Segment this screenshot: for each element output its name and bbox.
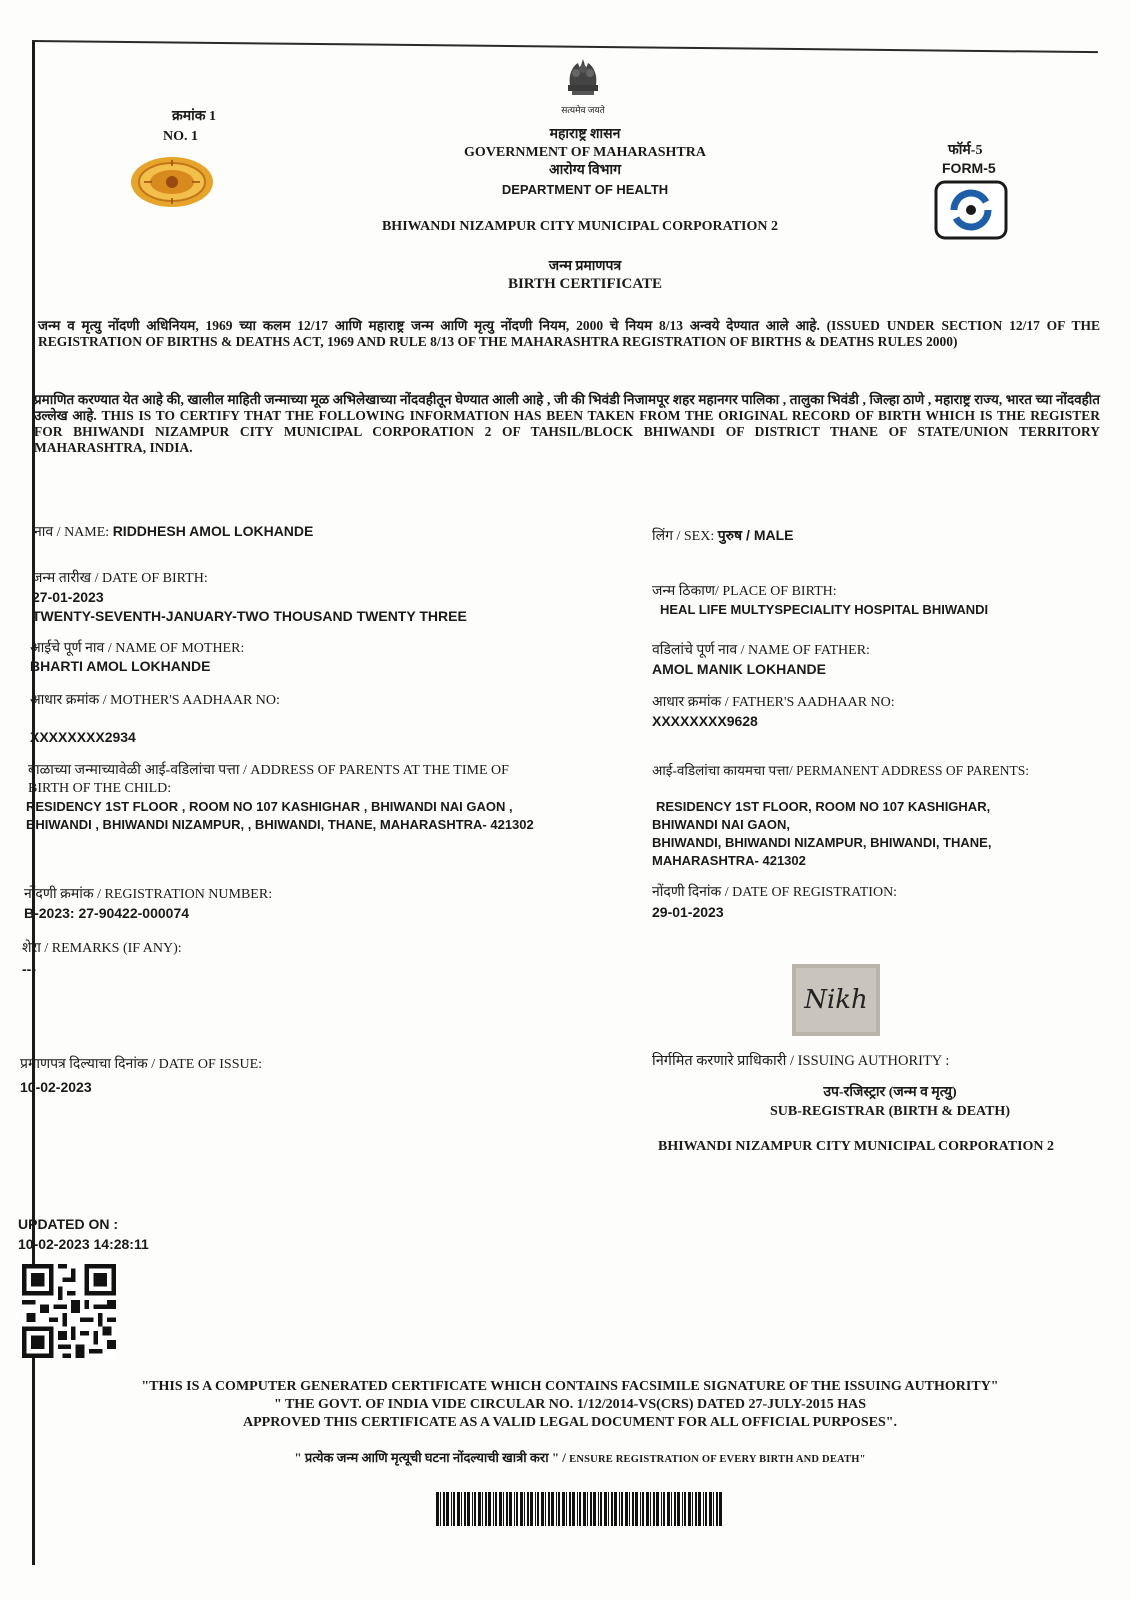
qr-code-icon <box>22 1264 116 1358</box>
barcode-bar <box>600 1492 602 1526</box>
sex-field <box>652 526 793 546</box>
barcode-bar <box>478 1492 481 1526</box>
barcode-bar <box>709 1492 712 1526</box>
barcode-bar <box>684 1492 686 1526</box>
intro-paragraph-2 <box>34 392 1100 456</box>
registration-number-label: नोंदणी क्रमांक / REGISTRATION NUMBER: <box>24 887 273 902</box>
registration-date-value: 29-01-2023 <box>652 904 724 920</box>
barcode-bar <box>598 1492 599 1526</box>
barcode-bar <box>485 1492 487 1526</box>
barcode-bar <box>572 1492 575 1526</box>
barcode-bar <box>453 1492 455 1526</box>
barcode-bar <box>619 1492 620 1526</box>
barcode-bar <box>457 1492 460 1526</box>
barcode-bar <box>593 1492 596 1526</box>
barcode-bar <box>499 1492 502 1526</box>
barcode-bar <box>551 1492 554 1526</box>
barcode-bar <box>629 1492 630 1526</box>
barcode-bar <box>635 1492 638 1526</box>
registration-date-label: नोंदणी दिनांक / DATE OF REGISTRATION: <box>652 885 898 900</box>
footer-note-line-3: APPROVED THIS CERTIFICATE AS A VALID LEGAL DOCUMENT FOR ALL OFFICIAL PURPOSES". <box>242 1415 897 1430</box>
father-aadhaar-value: XXXXXXXX9628 <box>652 713 758 729</box>
barcode-bar <box>705 1492 707 1526</box>
footer-note-line-1: "THIS IS A COMPUTER GENERATED CERTIFICATE WHICH CONTAINS FACSIMILE SIGNATURE OF THE ISSUING AUTHORITY" <box>141 1379 999 1394</box>
place-of-birth-value: HEAL LIFE MULTYSPECIALITY HOSPITAL BHIWANDI <box>660 602 989 617</box>
birth-address-label-1: बाळाच्या जन्माच्यावेळी आई-वडिलांचा पत्ता / ADDRESS OF PARENTS AT THE TIME OF <box>28 763 509 778</box>
mother-aadhaar-label: आधार क्रमांक / MOTHER'S AADHAAR NO: <box>30 693 280 708</box>
issuing-authority-label: निर्गमित करणारे प्राधिकारी / ISSUING AUTHORITY : <box>652 1053 950 1069</box>
barcode-bar <box>556 1492 557 1526</box>
barcode-bar <box>503 1492 504 1526</box>
barcode-bar <box>667 1492 670 1526</box>
crs-logo-icon <box>934 180 1008 240</box>
barcode-bar <box>632 1492 634 1526</box>
barcode-bar <box>590 1492 592 1526</box>
father-aadhaar-label: आधार क्रमांक / FATHER'S AADHAAR NO: <box>652 695 895 710</box>
dept-title-en: DEPARTMENT OF HEALTH <box>501 182 669 197</box>
remarks-value: --- <box>22 961 36 977</box>
intro-para1-mr: जन्म व मृत्यु नोंदणी अधिनियम, 1969 च्या कलम 12/17 आणि महाराष्ट्र जन्म आणि मृत्यु नोंदणी नियम, 2000 चे नियम 8/13 अन्वये देण्यात आले आहे. <box>38 318 820 333</box>
birth-address-label-2: BIRTH OF THE CHILD: <box>28 781 172 796</box>
barcode-bar <box>663 1492 665 1526</box>
sex-label: लिंग / SEX: <box>652 529 715 544</box>
father-name-label: वडिलांचे पूर्ण नाव / NAME OF FATHER: <box>652 643 870 658</box>
barcode-bar <box>698 1492 701 1526</box>
barcode-bar <box>474 1492 476 1526</box>
serial-label-en: NO. 1 <box>163 129 198 144</box>
footer-slogan <box>170 1450 990 1468</box>
barcode-bar <box>509 1492 512 1526</box>
barcode-bar <box>695 1492 697 1526</box>
barcode-bar <box>604 1492 607 1526</box>
barcode-bar <box>677 1492 680 1526</box>
barcode-bar <box>587 1492 588 1526</box>
barcode-bar <box>545 1492 546 1526</box>
barcode-bar <box>692 1492 693 1526</box>
barcode-icon <box>436 1492 726 1526</box>
permanent-address-line-3: BHIWANDI, BHIWANDI NIZAMPUR, BHIWANDI, THANE, <box>652 835 992 850</box>
barcode-bar <box>520 1492 523 1526</box>
barcode-bar <box>650 1492 651 1526</box>
father-name-value: AMOL MANIK LOKHANDE <box>652 661 826 677</box>
barcode-bar <box>703 1492 704 1526</box>
barcode-bar <box>548 1492 550 1526</box>
form-label-en: FORM-5 <box>942 160 996 176</box>
barcode-bar <box>535 1492 536 1526</box>
frame-border-top <box>32 40 1098 53</box>
barcode-bar <box>493 1492 494 1526</box>
barcode-bar <box>530 1492 533 1526</box>
barcode-bar <box>583 1492 586 1526</box>
name-field <box>34 522 313 542</box>
barcode-bar <box>640 1492 641 1526</box>
dept-title-mr: आरोग्य विभाग <box>549 163 621 178</box>
barcode-bar <box>671 1492 672 1526</box>
national-emblem-icon <box>560 55 606 103</box>
barcode-bar <box>527 1492 529 1526</box>
serial-label-mr: क्रमांक 1 <box>172 109 217 124</box>
registration-number-value: B-2023: 27-90422-000074 <box>24 905 190 921</box>
barcode-bar <box>436 1492 439 1526</box>
barcode-bar <box>440 1492 441 1526</box>
remarks-label: शेरा / REMARKS (IF ANY): <box>22 941 182 956</box>
intro-para2-mr: प्रमाणित करण्यात येत आहे की, खालील माहिती जन्माच्या मूळ अभिलेखाच्या नोंदवहीतून घेण्यात आली आहे , जी की भिवंडी निजामपूर शहर महानगर पालिका , तालुका भिवंडी , जिल्हा ठाणे , महाराष्ट्र राज्य, भारत च्या नोंदवहीत उल्लेख आहे. <box>34 392 1100 423</box>
barcode-bar <box>537 1492 539 1526</box>
form-label-mr: फॉर्म-5 <box>948 143 983 158</box>
birth-address-line-2: BHIWANDI , BHIWANDI NIZAMPUR, , BHIWANDI, THANE, MAHARASHTRA- 421302 <box>26 817 534 832</box>
updated-on-value: 10-02-2023 14:28:11 <box>18 1236 149 1252</box>
place-of-birth-label: जन्म ठिकाण/ PLACE OF BIRTH: <box>652 584 837 599</box>
barcode-bar <box>625 1492 628 1526</box>
barcode-bar <box>562 1492 565 1526</box>
updated-on-label: UPDATED ON : <box>18 1216 119 1232</box>
footer-slogan-en: ENSURE REGISTRATION OF EVERY BIRTH AND DEATH" <box>569 1454 866 1465</box>
issue-date-value: 10-02-2023 <box>20 1079 92 1095</box>
authority-signature-icon <box>792 964 880 1036</box>
dob-value: 27-01-2023 <box>32 589 104 605</box>
barcode-bar <box>514 1492 515 1526</box>
barcode-bar <box>451 1492 452 1526</box>
barcode-bar <box>719 1492 722 1526</box>
barcode-bar <box>713 1492 714 1526</box>
barcode-bar <box>621 1492 623 1526</box>
issue-date-label: प्रमाणपत्र दिल्याचा दिनांक / DATE OF ISSUE: <box>20 1057 263 1072</box>
mother-name-value: BHARTI AMOL LOKHANDE <box>30 658 211 674</box>
barcode-bar <box>646 1492 649 1526</box>
barcode-bar <box>495 1492 497 1526</box>
permanent-address-line-2: BHIWANDI NAI GAON, <box>652 817 790 832</box>
maharashtra-seal-icon <box>130 156 214 208</box>
barcode-bar <box>569 1492 571 1526</box>
dob-label: जन्म तारीख / DATE OF BIRTH: <box>32 571 208 586</box>
barcode-bar <box>661 1492 662 1526</box>
barcode-bar <box>608 1492 609 1526</box>
barcode-bar <box>566 1492 567 1526</box>
barcode-bar <box>516 1492 518 1526</box>
intro-paragraph-1 <box>38 318 1100 350</box>
dob-words: TWENTY-SEVENTH-JANUARY-TWO THOUSAND TWENTY THREE <box>32 608 467 624</box>
signature-text: Nikh <box>804 985 868 1015</box>
birth-address-line-1: RESIDENCY 1ST FLOOR , ROOM NO 107 KASHIGHAR , BHIWANDI NAI GAON , <box>26 799 513 814</box>
barcode-bar <box>611 1492 613 1526</box>
barcode-bar <box>656 1492 659 1526</box>
barcode-bar <box>653 1492 655 1526</box>
barcode-bar <box>461 1492 462 1526</box>
barcode-bar <box>464 1492 466 1526</box>
govt-title-mr: महाराष्ट्र शासन <box>549 127 621 142</box>
barcode-bar <box>614 1492 617 1526</box>
name-label: नाव / NAME: <box>34 525 110 540</box>
sex-value: पुरुष / MALE <box>717 527 794 543</box>
barcode-bar <box>716 1492 718 1526</box>
corporation-heading: BHIWANDI NIZAMPUR CITY MUNICIPAL CORPORATION 2 <box>381 219 779 234</box>
barcode-bar <box>642 1492 644 1526</box>
certificate-title-mr: जन्म प्रमाणपत्र <box>548 259 622 274</box>
intro-para1-en: (ISSUED UNDER SECTION 12/17 OF THE REGISTRATION OF BIRTHS & DEATHS ACT, 1969 AND RULE 8/13 OF THE MAHARASHTRA REGISTRATION OF BIRTHS & DEATHS RULES 2000) <box>38 318 1100 349</box>
barcode-bar <box>482 1492 483 1526</box>
footer-note-line-2: " THE GOVT. OF INDIA VIDE CIRCULAR NO. 1/12/2014-VS(CRS) DATED 27-JULY-2015 HAS <box>273 1397 867 1412</box>
barcode-bar <box>443 1492 445 1526</box>
authority-title-en: SUB-REGISTRAR (BIRTH & DEATH) <box>769 1104 1010 1119</box>
permanent-address-line-4: MAHARASHTRA- 421302 <box>652 853 806 868</box>
barcode-bar <box>674 1492 676 1526</box>
mother-aadhaar-value: XXXXXXXX2934 <box>30 729 136 745</box>
authority-title-mr: उप-रजिस्ट्रार (जन्म व मृत्यु) <box>823 1085 957 1100</box>
barcode-bar <box>682 1492 683 1526</box>
barcode-bar <box>524 1492 525 1526</box>
barcode-bar <box>446 1492 449 1526</box>
barcode-bar <box>579 1492 581 1526</box>
certificate-title-en: BIRTH CERTIFICATE <box>507 276 663 292</box>
barcode-bar <box>488 1492 491 1526</box>
permanent-address-label: आई-वडिलांचा कायमचा पत्ता/ PERMANENT ADDRESS OF PARENTS: <box>652 763 1030 778</box>
footer-slogan-mr: " प्रत्येक जन्म आणि मृत्यूची घटना नोंदल्याची खात्री करा " / <box>294 1450 566 1465</box>
intro-para2-en: THIS IS TO CERTIFY THAT THE FOLLOWING INFORMATION HAS BEEN TAKEN FROM THE ORIGINAL RECORD OF BIRTH WHICH IS THE REGISTER FOR BHIWANDI NIZAMPUR CITY MUNICIPAL CORPORATION 2 OF TAHSIL/BLOCK BHIWANDI OF DISTRICT THANE OF STATE/UNION TERRITORY MAHARASHTRA, INDIA. <box>34 408 1100 455</box>
barcode-bar <box>541 1492 544 1526</box>
barcode-bar <box>472 1492 473 1526</box>
permanent-address-line-1: RESIDENCY 1ST FLOOR, ROOM NO 107 KASHIGHAR, <box>656 799 991 814</box>
barcode-bar <box>506 1492 508 1526</box>
barcode-bar <box>688 1492 691 1526</box>
emblem-motto: सत्यमेव जयते <box>561 105 605 115</box>
barcode-bar <box>467 1492 470 1526</box>
barcode-bar <box>577 1492 578 1526</box>
mother-name-label: आईचे पूर्ण नाव / NAME OF MOTHER: <box>30 641 245 656</box>
govt-title-en: GOVERNMENT OF MAHARASHTRA <box>464 145 706 160</box>
authority-corporation: BHIWANDI NIZAMPUR CITY MUNICIPAL CORPORATION 2 <box>658 1139 1055 1154</box>
name-value: RIDDHESH AMOL LOKHANDE <box>112 523 314 539</box>
barcode-bar <box>558 1492 560 1526</box>
